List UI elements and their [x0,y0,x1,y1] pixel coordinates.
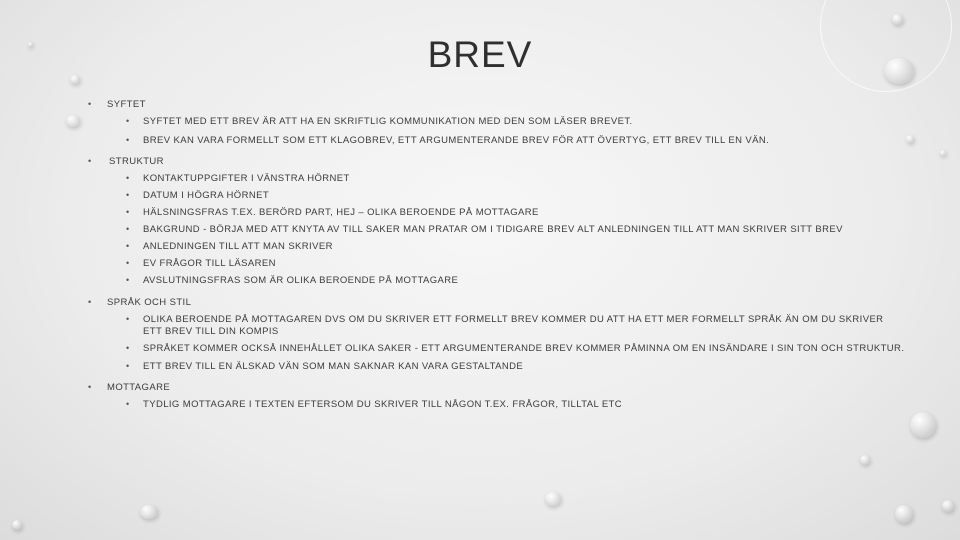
bullet-icon: • [126,399,130,409]
bullet-icon: • [88,156,92,166]
slide-title: BREV [427,34,533,75]
water-drop [940,150,946,156]
bullet-icon: • [126,116,130,126]
bullet-icon: • [126,190,130,200]
list-item: ETT BREV TILL EN ÄLSKAD VÄN SOM MAN SAKNAR KAN VARA GESTALTANDE [143,361,524,372]
list-item: ANLEDNINGEN TILL ATT MAN SKRIVER [143,241,333,252]
list-item: TYDLIG MOTTAGARE I TEXTEN EFTERSOM DU SKRIVER TILL NÅGON T.EX. FRÅGOR, TILLTAL ETC [143,399,623,410]
water-drop [70,75,80,84]
water-drop [545,492,561,506]
bullet-icon: • [126,314,130,324]
list-item: KONTAKTUPPGIFTER I VÄNSTRA HÖRNET [143,173,350,184]
bullet-icon: • [126,207,130,217]
water-drop [906,135,914,143]
water-drop [12,520,22,530]
bullet-icon: • [126,173,130,183]
bullet-icon: • [88,297,92,307]
list-item: SYFTET MED ETT BREV ÄR ATT HA EN SKRIFTLIG KOMMUNIKATION MED DEN SOM LÄSER BREVET. [143,116,633,127]
list-item: BREV KAN VARA FORMELLT SOM ETT KLAGOBREV, ETT ARGUMENTERANDE BREV FÖR ATT ÖVERTYG, ETT BREV TILL EN VÄN. [143,135,770,146]
bullet-icon: • [126,224,130,234]
list-item: SPRÅKET KOMMER OCKSÅ INNEHÅLLET OLIKA SAKER - ETT ARGUMENTERANDE BREV KOMMER PÅMINNA OM EN INSÄNDARE I SIN TON OCH STRUKTUR. [143,343,905,354]
section-heading-mottagare: MOTTAGARE [107,382,171,393]
water-drop [860,455,870,465]
list-item: AVSLUTNINGSFRAS SOM ÄR OLIKA BEROENDE PÅ MOTTAGARE [143,275,459,286]
section-heading-syftet: SYFTET [107,99,146,110]
section-heading-sprak-och-stil: SPRÅK OCH STIL [107,297,192,308]
water-drop [892,14,903,25]
bullet-icon: • [126,275,130,285]
list-item: HÄLSNINGSFRAS T.EX. BERÖRD PART, HEJ – OLIKA BEROENDE PÅ MOTTAGARE [143,207,539,218]
water-drop [910,412,936,438]
list-item: DATUM I HÖGRA HÖRNET [143,190,270,201]
bullet-icon: • [126,241,130,251]
section-heading-struktur: STRUKTUR [109,156,164,167]
bullet-icon: • [88,382,92,392]
bullet-icon: • [126,258,130,268]
water-drop [942,500,954,512]
list-item: EV FRÅGOR TILL LÄSAREN [143,258,276,269]
list-item: BAKGRUND - BÖRJA MED ATT KNYTA AV TILL SAKER MAN PRATAR OM I TIDIGARE BREV ALT ANLEDNINGEN TILL ATT MAN SKRIVER SITT BREV [143,224,843,235]
bullet-icon: • [126,361,130,371]
water-drop [895,505,913,523]
bullet-icon: • [126,343,130,353]
list-item: OLIKA BEROENDE PÅ MOTTAGAREN DVS OM DU SKRIVER ETT FORMELLT BREV KOMMER DU ATT HA ETT MER FORMELLT SPRÅK ÄN OM DU SKRIVER ETT BREV TILL DIN KOMPIS [143,314,884,337]
water-drop [66,115,80,127]
water-drop [140,505,158,519]
bullet-icon: • [126,135,130,145]
bullet-icon: • [88,99,92,109]
